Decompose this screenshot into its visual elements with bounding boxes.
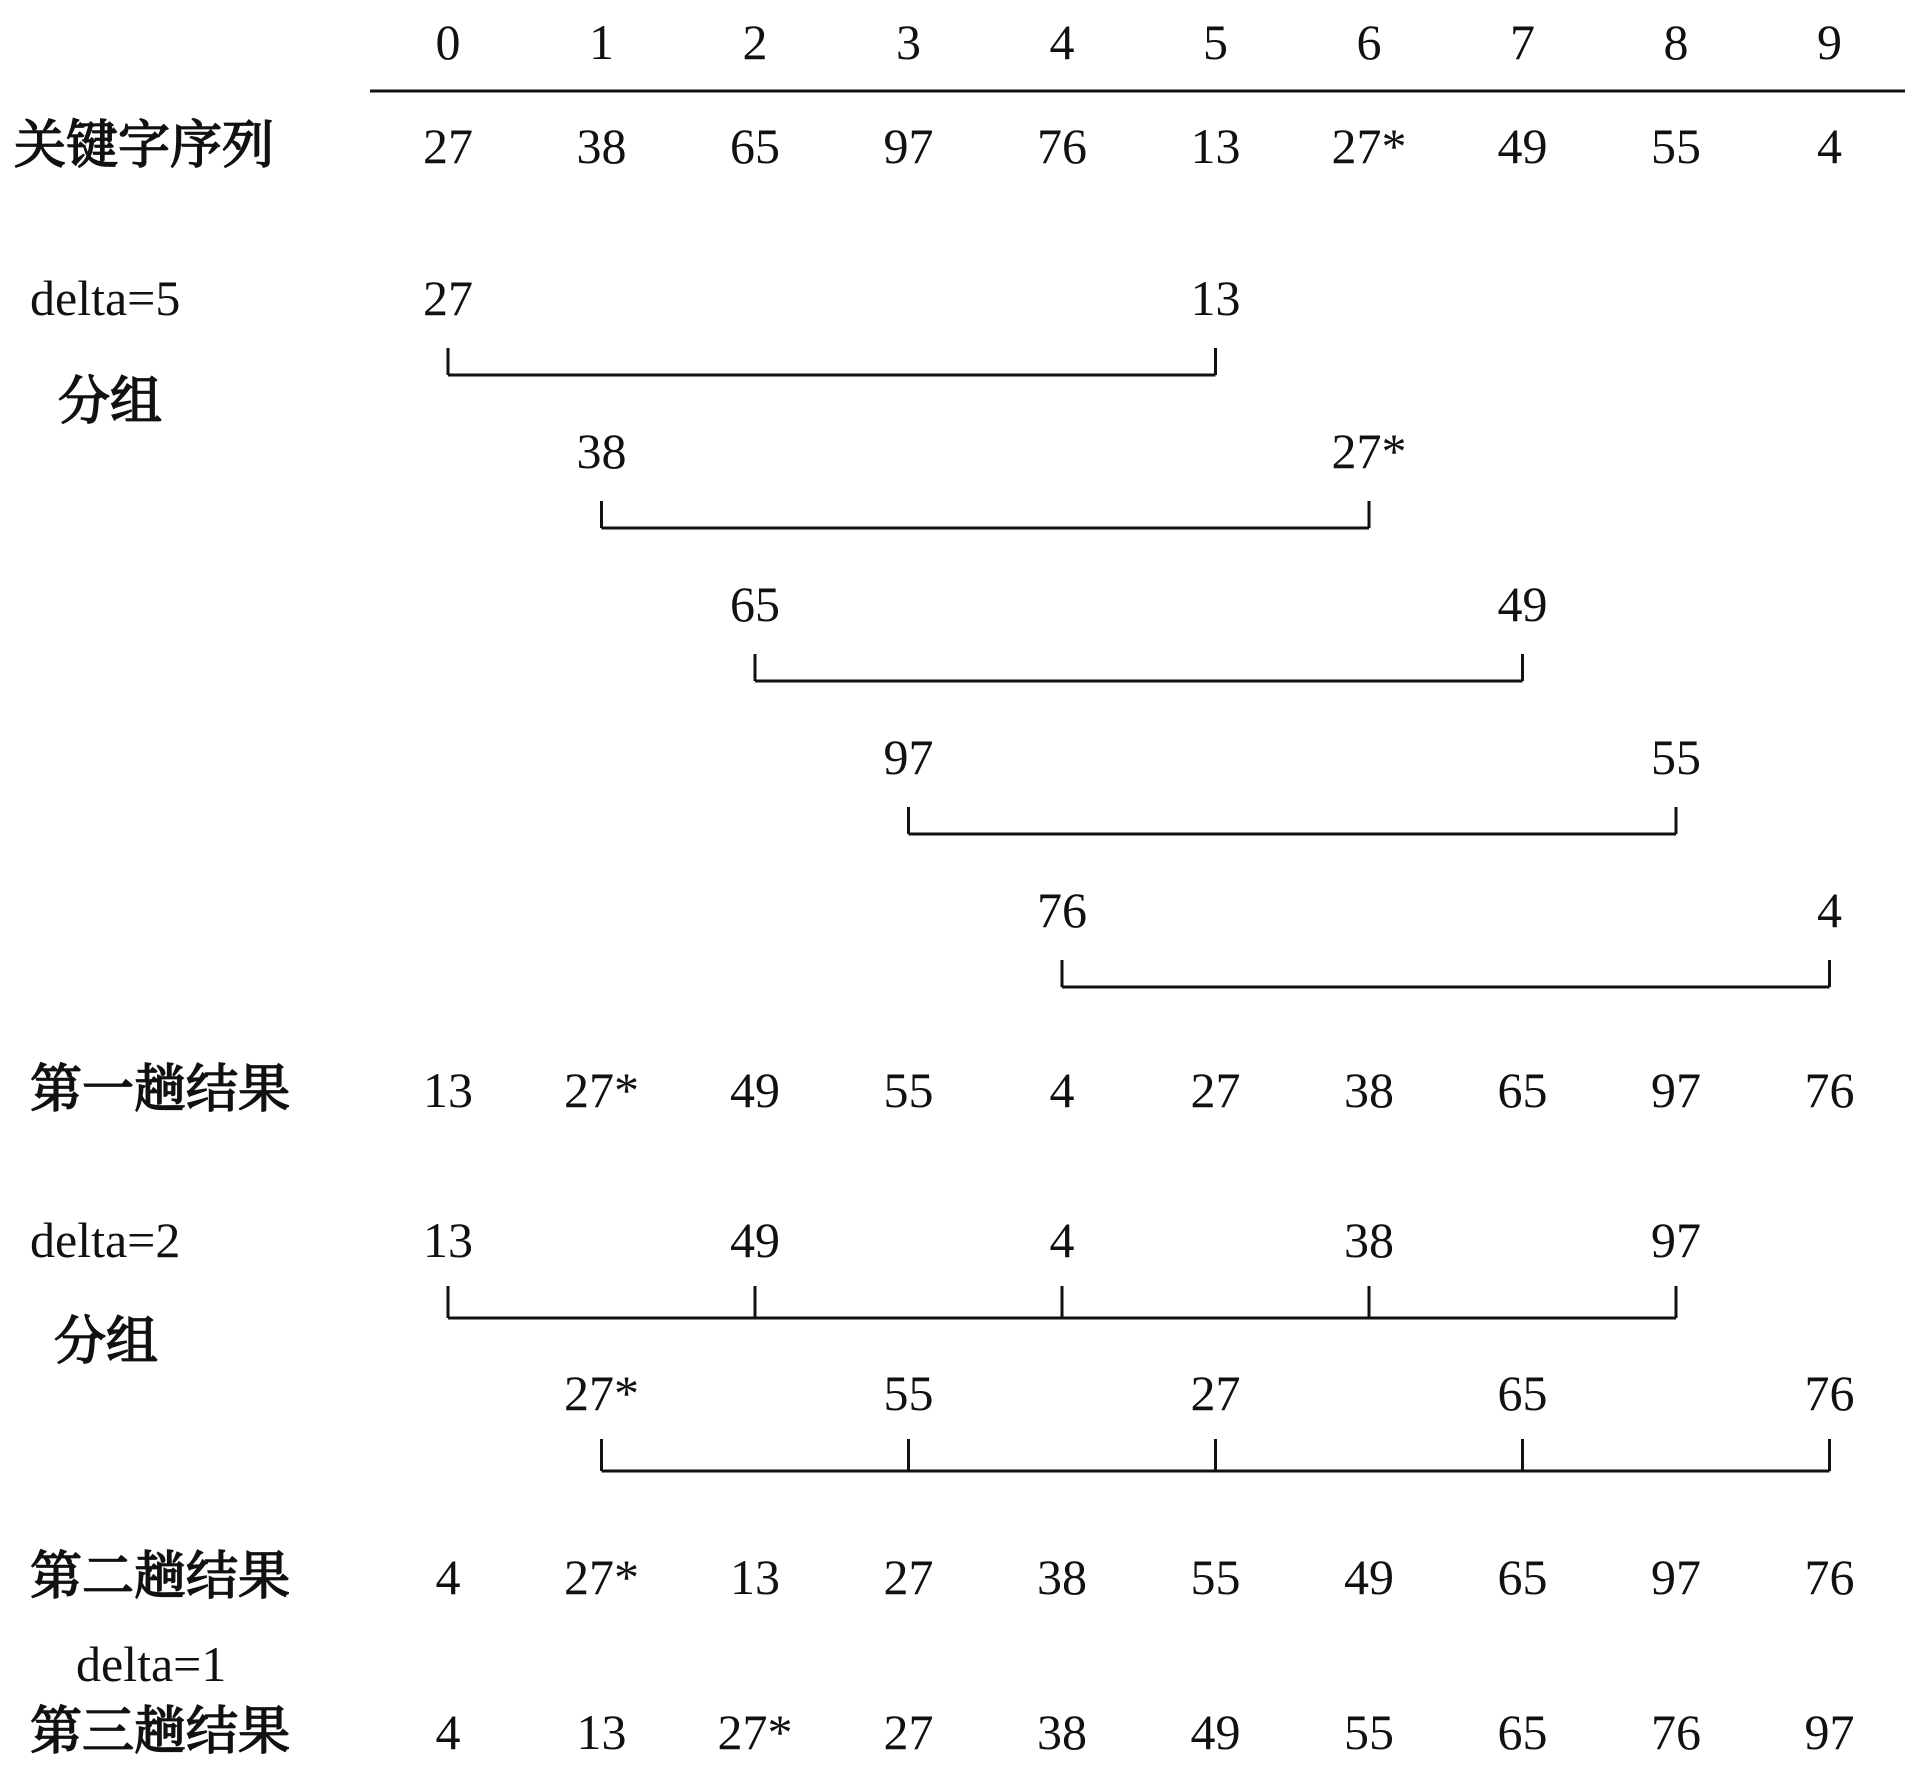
pass1-group-value: 97 <box>883 729 934 785</box>
pass3-result-label: 第三趟结果 <box>30 1702 291 1762</box>
pass1-group-value: 76 <box>1037 882 1087 938</box>
index-label: 4 <box>1049 14 1075 70</box>
key-value: 97 <box>883 118 934 174</box>
key-value: 27* <box>1331 118 1407 174</box>
pass2-result-value: 55 <box>1190 1549 1241 1605</box>
pass1-result-value: 97 <box>1651 1062 1701 1118</box>
pass2-group-value: 65 <box>1497 1365 1548 1421</box>
pass1-result-value: 27 <box>1190 1062 1241 1118</box>
pass1-group-label: 分组 <box>58 372 163 432</box>
pass3-result-value: 27 <box>883 1704 934 1760</box>
pass1-group-value: 38 <box>576 423 627 479</box>
pass2-group-value: 27 <box>1190 1365 1241 1421</box>
pass3-result-value: 4 <box>435 1704 461 1760</box>
key-sequence-label: 关键字序列 <box>14 116 275 176</box>
index-label: 5 <box>1203 14 1228 70</box>
index-label: 0 <box>435 14 461 70</box>
key-value: 13 <box>1190 118 1241 174</box>
key-value: 27 <box>423 118 473 174</box>
pass2-group-value: 55 <box>883 1365 934 1421</box>
pass1-group-value: 65 <box>730 576 780 632</box>
pass2-delta-label: delta=2 <box>30 1212 181 1268</box>
key-value: 55 <box>1651 118 1701 174</box>
index-label: 6 <box>1356 14 1382 70</box>
pass1-group-value: 55 <box>1651 729 1701 785</box>
pass2-result-value: 13 <box>730 1549 780 1605</box>
pass1-result-value: 13 <box>423 1062 473 1118</box>
pass1-result-value: 49 <box>730 1062 780 1118</box>
pass2-result-value: 38 <box>1037 1549 1087 1605</box>
pass3-result-value: 97 <box>1804 1704 1855 1760</box>
index-label: 3 <box>896 14 921 70</box>
key-value: 65 <box>730 118 780 174</box>
pass1-group-value: 27* <box>1331 423 1407 479</box>
key-value: 49 <box>1497 118 1548 174</box>
pass2-result-value: 27 <box>883 1549 934 1605</box>
pass3-result-value: 38 <box>1037 1704 1087 1760</box>
pass2-group-value: 27* <box>564 1365 639 1421</box>
pass1-group-value: 13 <box>1190 270 1241 326</box>
pass1-result-value: 4 <box>1049 1062 1075 1118</box>
pass1-result-value: 55 <box>883 1062 934 1118</box>
pass2-group-value: 38 <box>1344 1212 1394 1268</box>
pass2-group-value: 49 <box>730 1212 780 1268</box>
pass2-group-value: 13 <box>423 1212 473 1268</box>
pass3-result-value: 76 <box>1651 1704 1701 1760</box>
pass3-result-value: 65 <box>1497 1704 1548 1760</box>
pass1-group-value: 49 <box>1497 576 1548 632</box>
pass1-group-value: 27 <box>423 270 473 326</box>
pass2-result-value: 27* <box>564 1549 639 1605</box>
key-value: 38 <box>576 118 627 174</box>
pass2-group-label: 分组 <box>54 1312 159 1372</box>
pass1-result-label: 第一趟结果 <box>30 1060 291 1120</box>
pass2-group-value: 76 <box>1804 1365 1855 1421</box>
pass2-result-value: 4 <box>435 1549 461 1605</box>
pass2-group-value: 4 <box>1049 1212 1075 1268</box>
pass3-result-value: 49 <box>1190 1704 1241 1760</box>
pass2-result-value: 49 <box>1344 1549 1394 1605</box>
index-label: 9 <box>1817 14 1842 70</box>
key-value: 76 <box>1037 118 1087 174</box>
pass2-result-value: 76 <box>1804 1549 1855 1605</box>
pass1-group-value: 4 <box>1817 882 1842 938</box>
pass1-result-value: 65 <box>1497 1062 1548 1118</box>
index-label: 8 <box>1663 14 1689 70</box>
pass1-result-value: 27* <box>564 1062 639 1118</box>
pass2-result-label: 第二趟结果 <box>30 1547 291 1607</box>
pass3-delta-label: delta=1 <box>76 1636 227 1692</box>
pass2-result-value: 65 <box>1497 1549 1548 1605</box>
index-label: 2 <box>742 14 768 70</box>
pass1-result-value: 38 <box>1344 1062 1394 1118</box>
index-label: 7 <box>1510 14 1535 70</box>
pass3-result-value: 13 <box>576 1704 627 1760</box>
pass1-delta-label: delta=5 <box>30 270 181 326</box>
index-label: 1 <box>589 14 614 70</box>
pass2-group-value: 97 <box>1651 1212 1701 1268</box>
pass3-result-value: 27* <box>717 1704 793 1760</box>
pass3-result-value: 55 <box>1344 1704 1394 1760</box>
pass1-result-value: 76 <box>1804 1062 1855 1118</box>
pass2-result-value: 97 <box>1651 1549 1701 1605</box>
key-value: 4 <box>1817 118 1842 174</box>
